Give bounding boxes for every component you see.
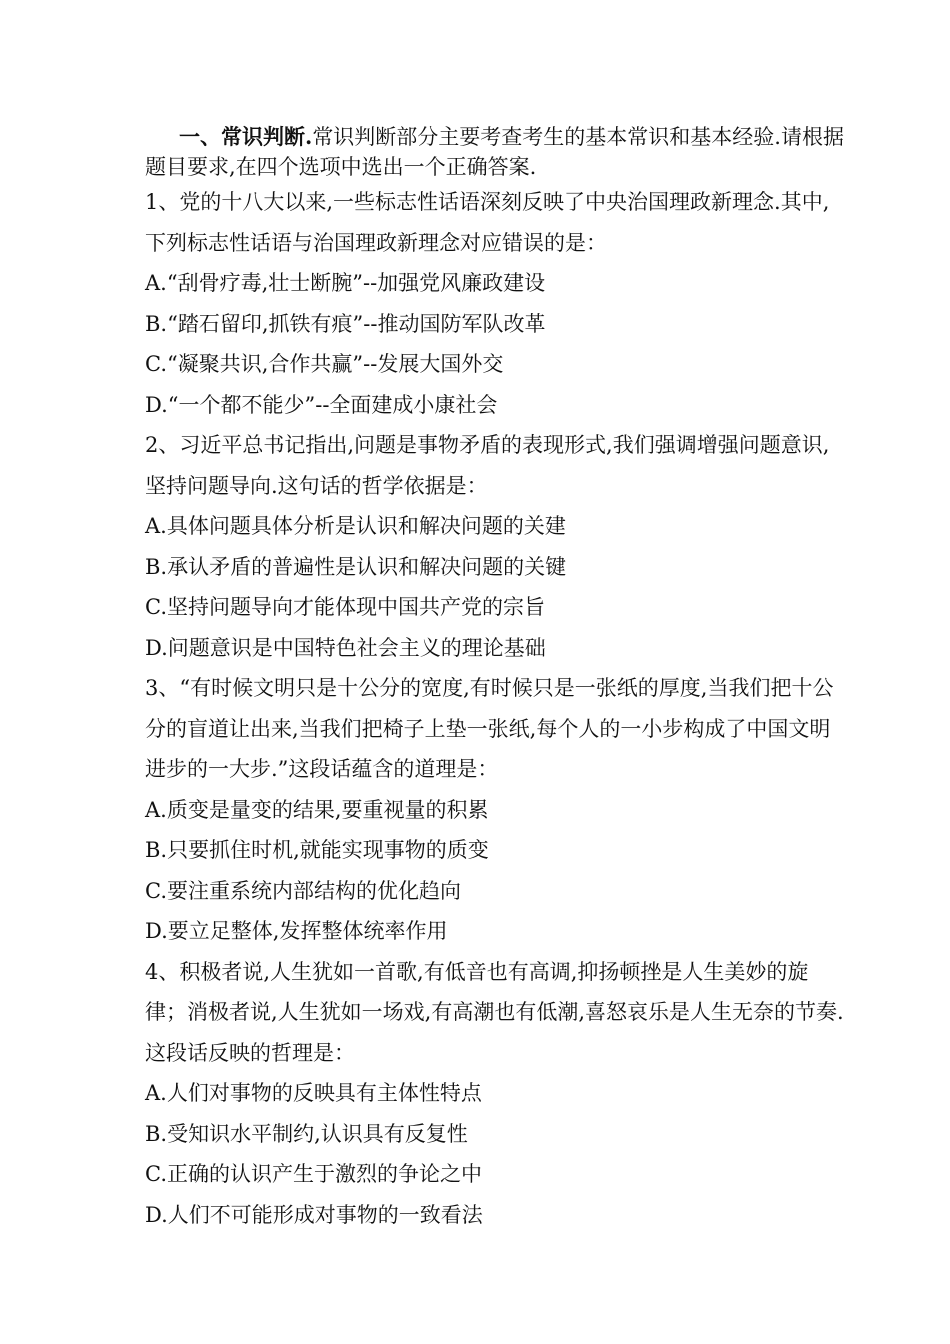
question-4 bbox=[145, 952, 845, 1236]
option-a: A.具体问题具体分析是认识和解决问题的关建 bbox=[145, 514, 566, 538]
option-a: A.人们对事物的反映具有主体性特点 bbox=[145, 1081, 482, 1105]
option-b: B.受知识水平制约,认识具有反复性 bbox=[145, 1121, 468, 1146]
option-b: B.“踏石留印,抓铁有痕”--推动国防军队改革 bbox=[145, 311, 546, 336]
option-c: C.“凝聚共识,合作共赢”--发展大国外交 bbox=[145, 352, 504, 376]
question-stem: 4、积极者说,人生犹如一首歌,有低音也有高调,抑扬顿挫是人生美妙的旋律；消极者说,人生犹如一场戏,有高潮也有低潮,喜怒哀乐是人生无奈的节奏.这段话反映的哲理是： bbox=[145, 959, 844, 1065]
option-d: D.问题意识是中国特色社会主义的理论基础 bbox=[145, 635, 546, 660]
option-d: D.“一个都不能少”--全面建成小康社会 bbox=[145, 392, 498, 417]
option-a: A.“刮骨疗毒,壮士断腕”--加强党风廉政建设 bbox=[145, 271, 546, 295]
document-page bbox=[145, 122, 845, 1235]
option-c: C.坚持问题导向才能体现中国共产党的宗旨 bbox=[145, 595, 545, 619]
section-heading: 一、常识判断. bbox=[179, 124, 313, 149]
option-a: A.质变是量变的结果,要重视量的积累 bbox=[145, 797, 489, 822]
question-2 bbox=[145, 425, 845, 668]
option-c: C.正确的认识产生于激烈的争论之中 bbox=[145, 1162, 482, 1186]
section-instructions: 常识判断部分主要考查考生的基本常识和基本经验.请根据题目要求,在四个选项中选出一个正确答案. bbox=[145, 125, 844, 179]
option-c: C.要注重系统内部结构的优化趋向 bbox=[145, 878, 461, 903]
question-1 bbox=[145, 182, 845, 425]
option-d: D.要立足整体,发挥整体统率作用 bbox=[145, 919, 448, 943]
question-stem: 2、习近平总书记指出,问题是事物矛盾的表现形式,我们强调增强问题意识,坚持问题导向.这句话的哲学依据是： bbox=[145, 433, 830, 498]
option-d: D.人们不可能形成对事物的一致看法 bbox=[145, 1202, 483, 1227]
question-3 bbox=[145, 668, 845, 952]
option-b: B.承认矛盾的普遍性是认识和解决问题的关键 bbox=[145, 554, 567, 579]
question-stem: 3、“有时候文明只是十公分的宽度,有时候只是一张纸的厚度,当我们把十公分的盲道让出来,当我们把椅子上垫一张纸,每个人的一小步构成了中国文明进步的一大步.”这段话蕴含的道理是： bbox=[145, 676, 834, 781]
option-b: B.只要抓住时机,就能实现事物的质变 bbox=[145, 838, 489, 862]
question-stem: 1、党的十八大以来,一些标志性话语深刻反映了中央治国理政新理念.其中,下列标志性话语与治国理政新理念对应错误的是： bbox=[145, 190, 830, 255]
section-intro bbox=[145, 122, 845, 182]
